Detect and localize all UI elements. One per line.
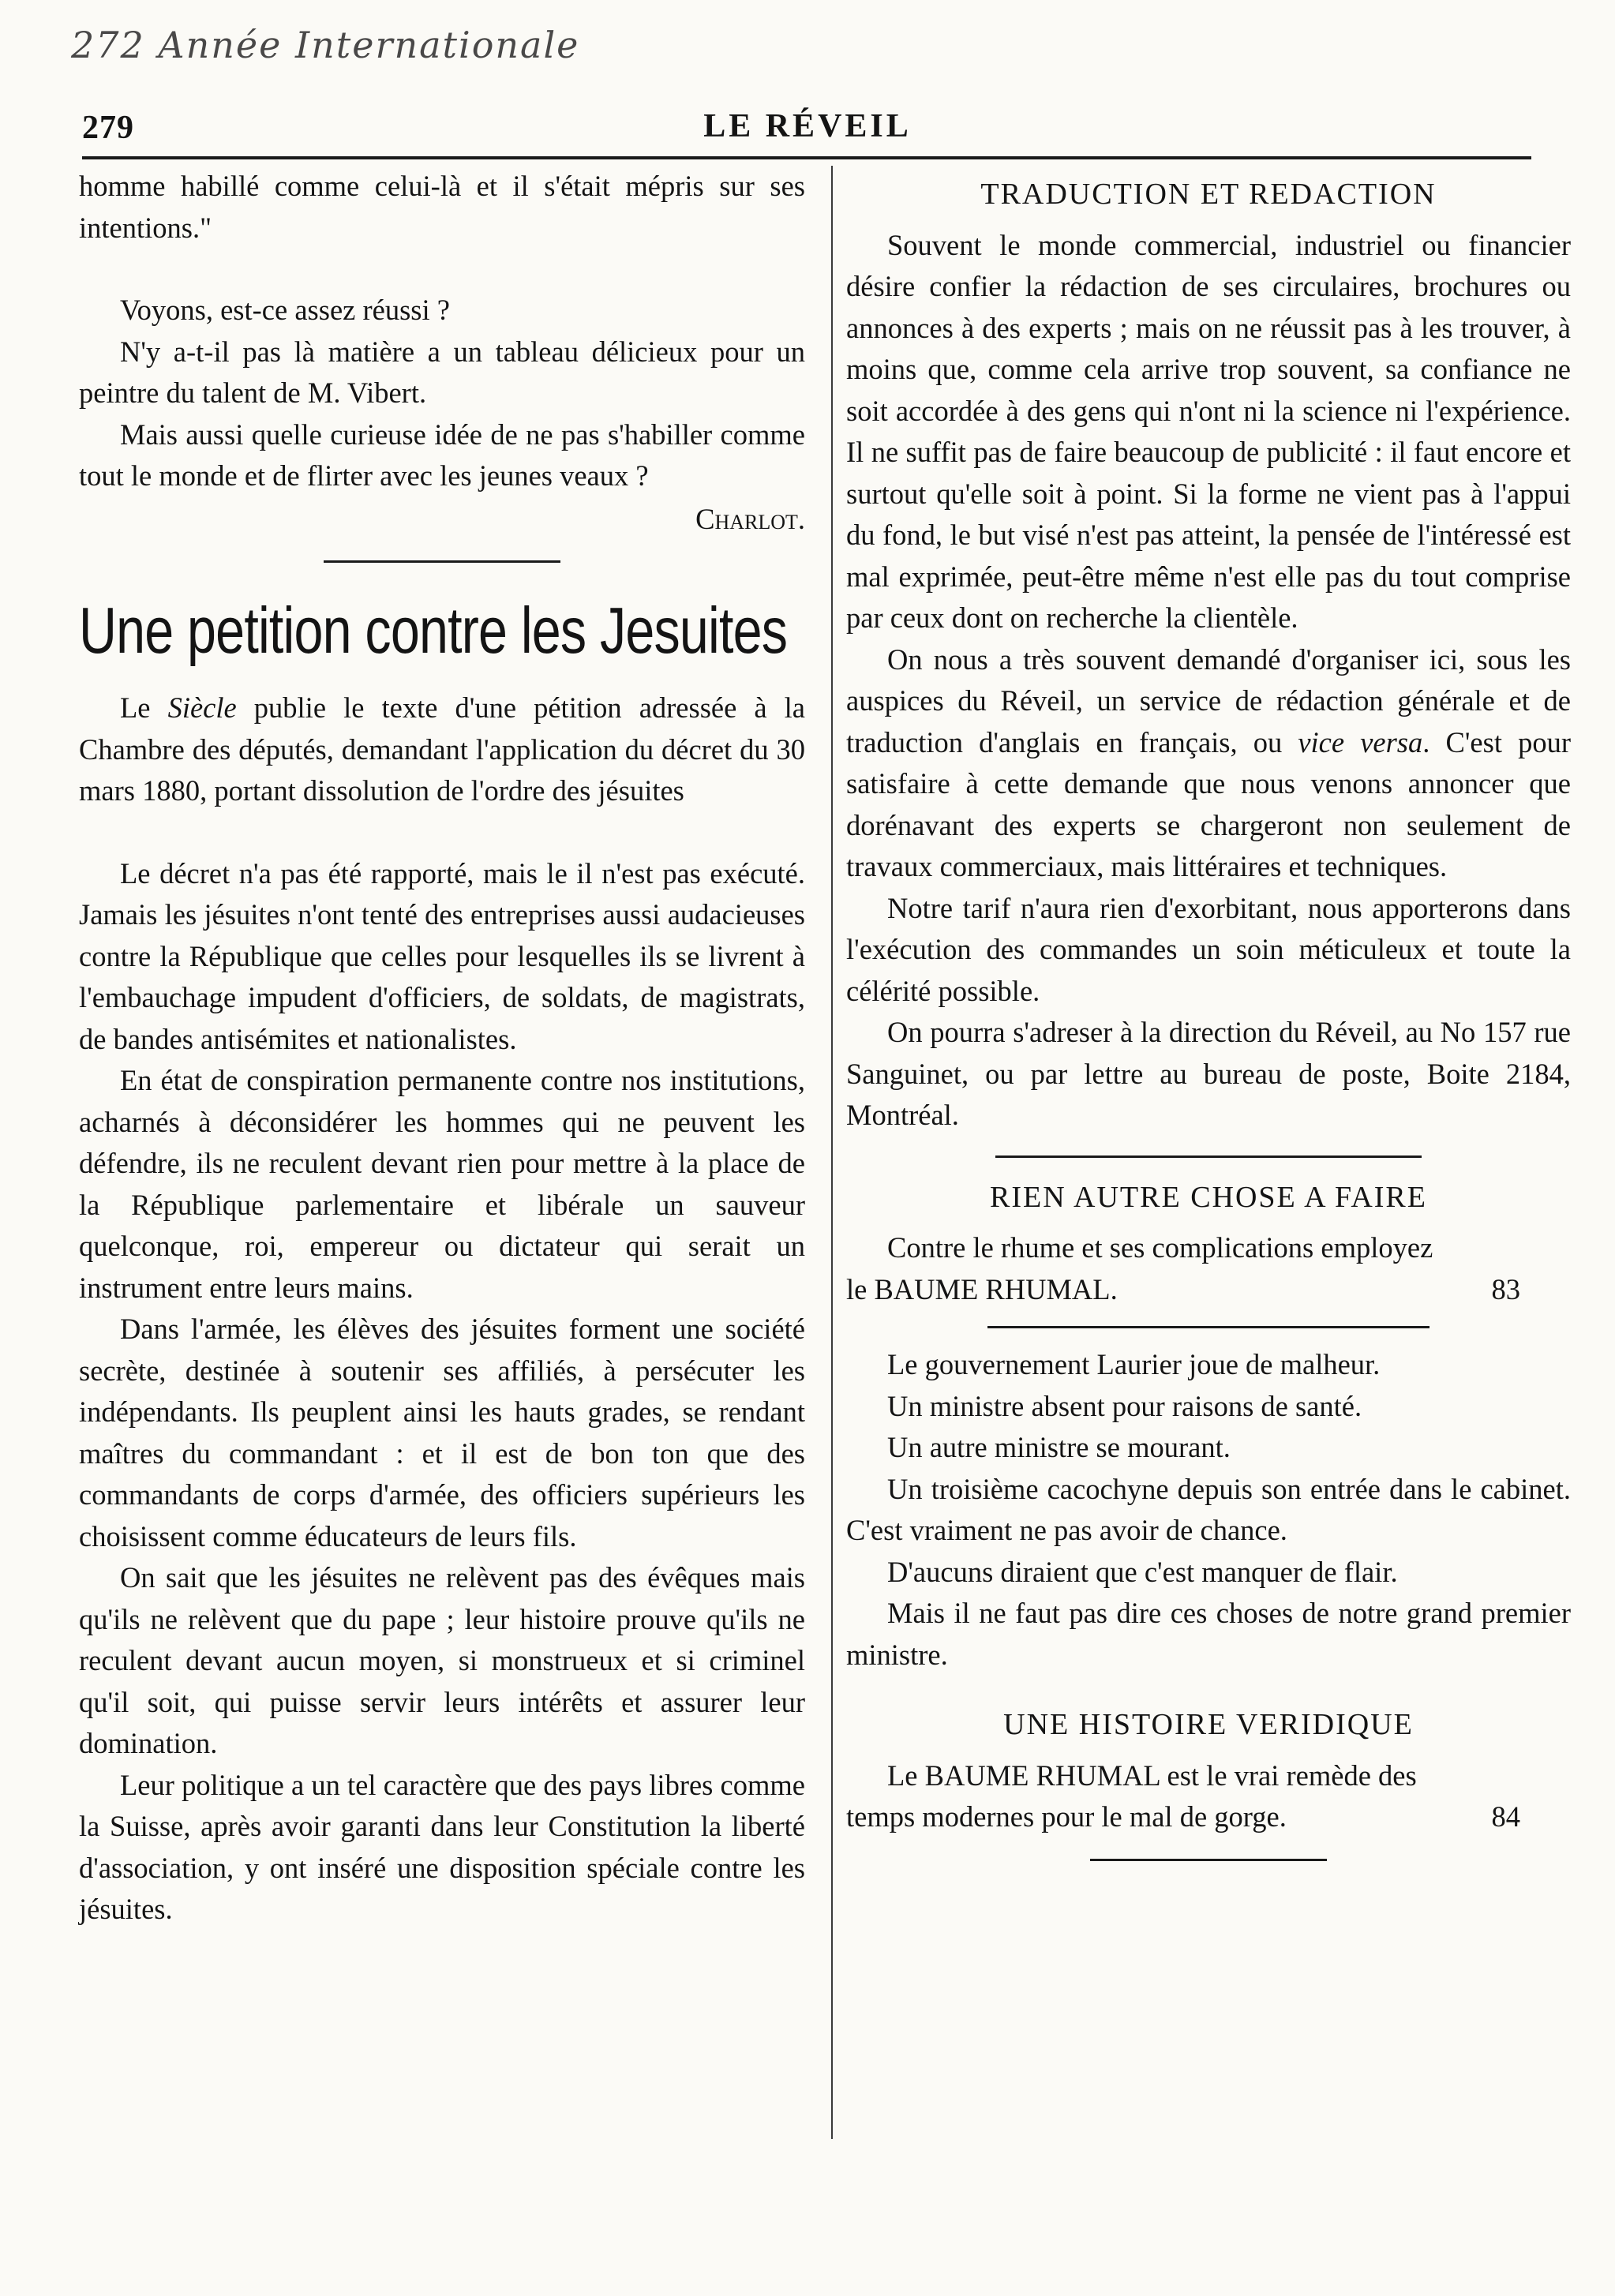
traduction-title: TRADUCTION ET REDACTION [980,178,1437,211]
handwritten-annotation: 272 Année Internationale [71,24,580,66]
page-number: 279 [82,110,134,146]
traduction-paragraph: Notre tarif n'aura rien d'exorbitant, nous apporterons dans l'exécution des commandes un soin méticuleux et toute la célérité possible. [846,891,1571,1007]
newspaper-name: Siècle [167,691,237,724]
advertisement-number: 83 [1491,1272,1520,1305]
signature: Charlot. [695,502,805,535]
spacer [79,812,805,853]
traduction-paragraph: Souvent le monde commercial, industriel ou financier désire confier la rédaction de ses circulaires, brochures ou annonces à des experts ; mais on ne réussit pas à les trouver, à moins que, comme cela arrive trop souvent, sa confiance ne soit accordée à des gens qui n'ont ni la science ni l'expérience. Il ne suffit pas de faire beaucoup de publicité : il faut encore et surtout qu'elle soit à point. Si la forme ne vient pas à l'appui du fond, le but visé n'est pas atteint, la pensée de l'intéressé est mal exprimée, peut-être même n'est elle pas du tout comprise par ceux dont on recherche la clientèle. [846,228,1571,634]
left-column [79,166,805,1931]
spacer [79,249,805,290]
traduction-paragraph: On nous a très souvent demandé d'organiser ici, sous les auspices du Réveil, un service de rédaction générale et de traduction d'anglais en français, ou vice versa. C'est pour satisfaire à cette demande que nous venons annoncer que dorénavant des experts se chargeront non seulement de travaux commerciaux, mais littéraires et techniques. [846,642,1571,882]
section-rule [987,1326,1430,1328]
spacer [846,1676,1571,1696]
intro-paragraph: Voyons, est-ce assez réussi ? [120,294,450,326]
article-paragraph: Leur politique a un tel caractère que des pays libres comme la Suisse, après avoir garanti dans leur Constitution la liberté d'association, y ont inséré une disposition spéciale contre les jésuites. [79,1768,805,1925]
article-lead: Le Siècle publie le texte d'une pétition adressée à la Chambre des députés, demandant l'application du décret du 30 mars 1880, portant dissolution de l'ordre des jésuites [79,691,805,807]
intro-continuation: homme habillé comme celui-là et il s'était mépris sur ses intentions." [79,170,805,244]
advertisement-line: Le BAUME RHUMAL est le vrai remède des [887,1759,1417,1792]
section-rule [324,560,560,563]
article-paragraph: Dans l'armée, les élèves des jésuites forment une société secrète, destinée à soutenir ses affiliés, à persécuter les indépendants. Ils peuplent ainsi les hauts grades, se rendant maîtres du commandant : et il est de bon ton que des commandants de corps d'armée, des officiers supérieurs les choisissent comme éducateurs de leurs fils. [79,1313,805,1553]
section-rule [1090,1859,1327,1861]
intro-paragraph: N'y a-t-il pas là matière a un tableau délicieux pour un peintre du talent de M. Vibert. [79,335,805,409]
masthead: LE RÉVEIL [703,108,912,144]
article-title: Une petition contre les Jesuites [79,594,788,667]
laurier-paragraph: Un ministre absent pour raisons de santé. [887,1389,1362,1422]
article-paragraph: Le décret n'a pas été rapporté, mais le il n'est pas exécuté. Jamais les jésuites n'ont tenté des entreprises aussi audacieuses contre la République que celles pour lesquelles ils se livrent à l'embauchage impudent d'officiers, de soldats, de magistrats, de bandes antisémites et nationalistes. [79,856,805,1055]
section-rule [995,1155,1422,1158]
advertisement-line: temps modernes pour le mal de gorge. 84 [846,1796,1571,1838]
advertisement-number: 84 [1491,1800,1520,1833]
article-paragraph: En état de conspiration permanente contre nos institutions, acharnés à déconsidérer les hommes qui ne peuvent les défendre, ils ne reculent devant rien pour mettre à la place de la République parlementaire et libérale un sauveur quelconque, roi, empereur ou dictateur qui serait un instrument entre leurs mains. [79,1064,805,1304]
advertisement-line: le BAUME RHUMAL. 83 [846,1269,1571,1311]
laurier-paragraph: D'aucuns diraient que c'est manquer de flair. [887,1555,1398,1588]
traduction-paragraph: On pourra s'adreser à la direction du Réveil, au No 157 rue Sanguinet, ou par lettre au bureau de poste, Boite 2184, Montréal. [846,1016,1571,1131]
histoire-title: UNE HISTOIRE VERIDIQUE [1003,1708,1414,1741]
rien-autre-title: RIEN AUTRE CHOSE A FAIRE [989,1180,1427,1214]
article-paragraph: On sait que les jésuites ne relèvent pas des évêques mais qu'ils ne relèvent que du pape ; leur histoire prouve qu'ils ne reculent devant aucun moyen, si monstrueux et si criminel qu'il soit, qui puisse servir leurs intérêts et assurer leur domination. [79,1561,805,1759]
laurier-paragraph: Le gouvernement Laurier joue de malheur. [887,1348,1381,1380]
header-rule [82,156,1531,159]
column-divider [831,166,833,2139]
laurier-paragraph: Un troisième cacochyne depuis son entrée dans le cabinet. C'est vraiment ne pas avoir de chance. [846,1472,1571,1546]
intro-paragraph: Mais aussi quelle curieuse idée de ne pas s'habiller comme tout le monde et de flirter avec les jeunes veaux ? [79,418,805,492]
laurier-paragraph: Un autre ministre se mourant. [887,1431,1231,1463]
laurier-paragraph: Mais il ne faut pas dire ces choses de notre grand premier ministre. [846,1597,1571,1671]
advertisement-line: Contre le rhume et ses complications employez [887,1231,1433,1264]
right-column [846,166,1571,1882]
